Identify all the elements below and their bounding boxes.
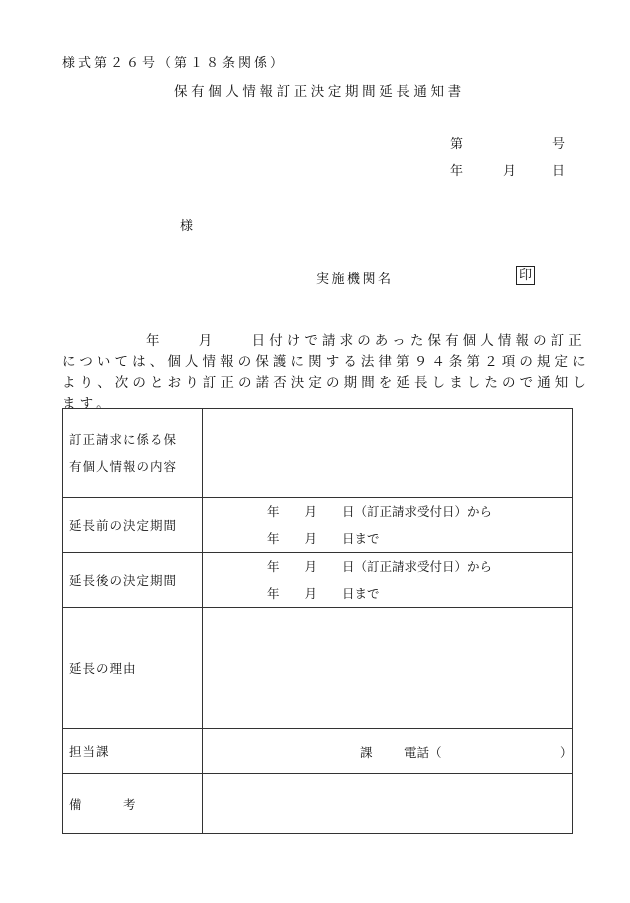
- reason-value-cell[interactable]: [203, 608, 573, 729]
- dept-label: 担当課: [63, 729, 203, 774]
- row-before: [63, 498, 573, 553]
- form-number: 様式第２６号（第１８条関係）: [62, 56, 287, 71]
- after-from: 年 月 日（訂正請求受付日）から: [267, 559, 493, 574]
- body-line-4: ます。: [62, 396, 114, 412]
- doc-number-go: 号: [552, 137, 566, 152]
- remarks-value-cell[interactable]: [203, 774, 573, 834]
- reason-label: 延長の理由: [63, 608, 203, 729]
- dept-value-cell[interactable]: [203, 729, 573, 774]
- body-line-2: については、個人情報の保護に関する法律第９４条第２項の規定に: [62, 354, 590, 370]
- addressee-suffix: 様: [180, 219, 194, 234]
- before-from: 年 月 日（訂正請求受付日）から: [267, 504, 493, 519]
- notice-table: [62, 408, 573, 834]
- before-label: 延長前の決定期間: [63, 498, 203, 553]
- document-title: 保有個人情報訂正決定期間延長通知書: [174, 84, 465, 100]
- seal-mark: 印: [516, 266, 535, 285]
- date-month: 月: [503, 164, 517, 179]
- content-label-cell: [63, 409, 203, 498]
- body-line-1: 年 月 日付けで請求のあった保有個人情報の訂正: [146, 333, 586, 349]
- after-label: 延長後の決定期間: [63, 553, 203, 608]
- dept-close: ）: [560, 745, 573, 760]
- after-to: 年 月 日まで: [267, 586, 380, 601]
- content-value-cell[interactable]: [203, 409, 573, 498]
- doc-number-dai: 第: [450, 137, 464, 152]
- date-day: 日: [552, 164, 566, 179]
- notice-body: [62, 331, 590, 415]
- remarks-label: 備 考: [63, 774, 203, 834]
- row-dept: [63, 729, 573, 774]
- date-year: 年: [450, 164, 464, 179]
- row-reason: [63, 608, 573, 729]
- row-remarks: [63, 774, 573, 834]
- row-after: [63, 553, 573, 608]
- dept-ka: 課: [360, 745, 373, 760]
- body-line-3: より、次のとおり訂正の諾否決定の期間を延長しましたので通知し: [62, 375, 590, 391]
- row-content: [63, 409, 573, 498]
- content-label-line-1: 訂正請求に係る保: [69, 432, 178, 447]
- before-to: 年 月 日まで: [267, 531, 380, 546]
- dept-tel: 電話（: [404, 745, 442, 760]
- content-label-line-2: 有個人情報の内容: [69, 459, 178, 474]
- issuer-label: 実施機関名: [316, 272, 394, 287]
- before-period-cell[interactable]: [203, 498, 573, 553]
- after-period-cell[interactable]: [203, 553, 573, 608]
